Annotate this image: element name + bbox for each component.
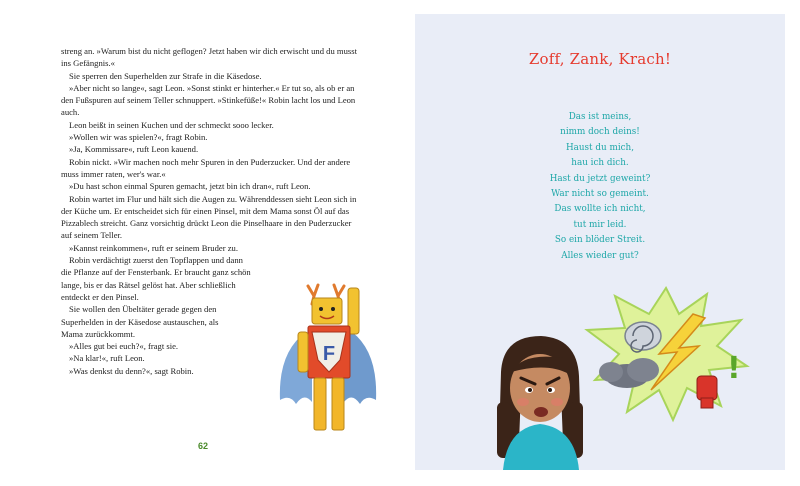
story-paragraph: Robin nickt. »Wir machen noch mehr Spuren in den Puderzucker. Und der andere muss immer raten, wer's war.« bbox=[61, 156, 351, 179]
poem-line: War nicht so gemeint. bbox=[551, 189, 649, 200]
story-paragraph: »Na klar!«, ruft Leon. bbox=[69, 353, 145, 364]
poem-line: Alles wieder gut? bbox=[561, 250, 639, 261]
poem bbox=[415, 110, 785, 264]
story-paragraph: »Alles gut bei euch?«, fragt sie. bbox=[69, 341, 179, 352]
poem-line: So ein blöder Streit. bbox=[554, 235, 646, 246]
story-paragraph: Robin wartet im Flur und hält sich die Augen zu. Währenddessen sieht Leon sich in der Küche um. Er entscheidet sich für einen Pinsel, mit dem Mama sonst Öl auf das Pizzablech streicht. Ganz vorsichtig drückt Leon die Pinselhaare in den Puderzucker auf seinem Teller. bbox=[61, 193, 357, 241]
poem-line: Das ist meins, bbox=[568, 112, 632, 122]
story-paragraph: »Was denkst du denn?«, sagt Robin. bbox=[69, 365, 194, 376]
superhero-toy-illustration bbox=[268, 282, 388, 442]
poem-line: Haust du mich, bbox=[565, 142, 635, 153]
poem-line: tut mir leid. bbox=[573, 219, 627, 230]
story-paragraph: »Ja, Kommissare«, ruft Leon kauend. bbox=[69, 144, 199, 155]
poem-line: hau ich dich. bbox=[571, 158, 629, 169]
story-paragraph: Sie sperren den Superhelden zur Strafe in die Käsedose. bbox=[69, 70, 262, 81]
poem-line: nimm doch deins! bbox=[560, 127, 640, 138]
poem-title: Zoff, Zank, Krach! bbox=[528, 50, 672, 68]
story-paragraph: Sie wollen den Übeltäter gerade gegen den Superhelden in der Käsedose austauschen, als Mama zurückkommt. bbox=[61, 304, 219, 339]
story-paragraph: »Kannst reinkommen«, ruft er seinem Bruder zu. bbox=[69, 242, 238, 253]
poem-line: Hast du jetzt geweint? bbox=[549, 173, 651, 184]
story-paragraph: Robin verdächtigt zuerst den Topflappen und dann die Pflanze auf der Fensterbank. Er braucht ganz schön lange, bis er das Rätsel gelöst hat. Aber schließlich entdeckt er den Pinsel. bbox=[61, 255, 251, 302]
page-number: 62 bbox=[198, 441, 209, 451]
story-paragraph: »Du hast schon einmal Spuren gemacht, jetzt bin ich dran«, ruft Leon. bbox=[69, 181, 311, 192]
right-page bbox=[415, 14, 785, 470]
hero-badge-letter: F bbox=[322, 343, 336, 365]
exclamation-mark: ! bbox=[727, 351, 741, 386]
story-paragraph: »Wollen wir was spielen?«, fragt Robin. bbox=[69, 132, 208, 143]
story-paragraph: Leon beißt in seinen Kuchen und der schmeckt sooo lecker. bbox=[69, 119, 274, 130]
story-paragraph: »Aber nicht so lange«, sagt Leon. »Sonst stinkt er hinterher.« Er tut so, als ob er an den Fußspuren auf seinem Teller schnuppert. »Stinkefüße!« Robin lacht los und Leon auch. bbox=[61, 82, 356, 118]
angry-girl-illustration bbox=[463, 332, 613, 470]
poem-line: Das wollte ich nicht, bbox=[554, 204, 646, 215]
story-paragraph: streng an. »Warum bist du nicht geflogen? Jetzt haben wir dich erwischt und du musst ins Gefängnis.« bbox=[61, 46, 357, 69]
